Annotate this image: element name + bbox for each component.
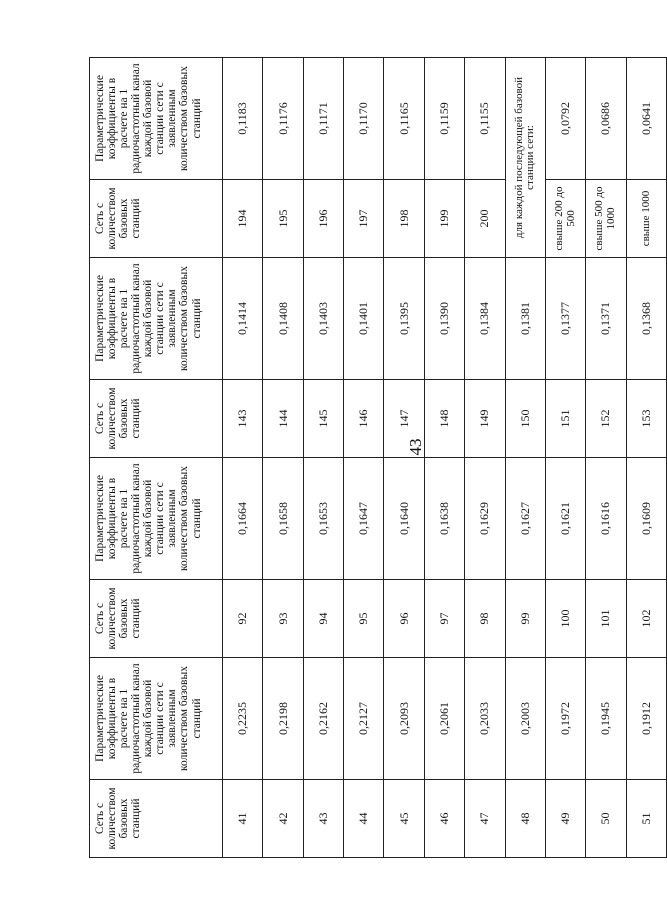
cell-coefficient: 0,2235	[223, 658, 263, 780]
cell-stations: 94	[303, 580, 343, 658]
cell-stations: свыше 1000	[626, 180, 666, 258]
cell-coefficient: 0,1183	[223, 58, 263, 180]
cell-stations: 199	[424, 180, 464, 258]
coefficients-table-container	[89, 58, 667, 858]
cell-coefficient: 0,1945	[586, 658, 626, 780]
cell-coefficient: 0,1629	[465, 458, 505, 580]
table-row	[626, 58, 666, 858]
cell-stations: 200	[465, 180, 505, 258]
table-row	[303, 58, 343, 858]
cell-coefficient: 0,1638	[424, 458, 464, 580]
table-row	[384, 58, 424, 858]
cell-coefficient: 0,0792	[545, 58, 585, 180]
cell-stations: 150	[505, 380, 545, 458]
cell-coefficient: 0,1403	[303, 258, 343, 380]
cell-coefficient: 0,2003	[505, 658, 545, 780]
cell-stations: 195	[263, 180, 303, 258]
cell-stations: 196	[303, 180, 343, 258]
cell-coefficient: 0,1381	[505, 258, 545, 380]
cell-stations: 149	[465, 380, 505, 458]
cell-coefficient: 0,0686	[586, 58, 626, 180]
cell-coefficient: 0,1368	[626, 258, 666, 380]
cell-coefficient: 0,1155	[465, 58, 505, 180]
cell-stations: 43	[303, 780, 343, 858]
cell-coefficient: 0,1616	[586, 458, 626, 580]
cell-coefficient: 0,0641	[626, 58, 666, 180]
cell-stations: 48	[505, 780, 545, 858]
cell-stations: 153	[626, 380, 666, 458]
cell-coefficient: 0,1395	[384, 258, 424, 380]
cell-coefficient: 0,1627	[505, 458, 545, 580]
header-coefficients-3: Параметрические коэффициенты в расчете на 1 радиочастотный канал каждой базовой станции сети с заявленным количеством базовых станций	[90, 258, 223, 380]
cell-stations: 49	[545, 780, 585, 858]
cell-coefficient: 0,1653	[303, 458, 343, 580]
table-row	[545, 58, 585, 858]
table-row	[465, 58, 505, 858]
cell-coefficient: 0,2198	[263, 658, 303, 780]
cell-stations: 50	[586, 780, 626, 858]
cell-coefficient: 0,1176	[263, 58, 303, 180]
header-stations-3: Сеть с количеством базовых станций	[90, 380, 223, 458]
cell-stations: 146	[344, 380, 384, 458]
header-stations-2: Сеть с количеством базовых станций	[90, 580, 223, 658]
cell-coefficient: 0,1912	[626, 658, 666, 780]
cell-coefficient: 0,1159	[424, 58, 464, 180]
cell-stations: 198	[384, 180, 424, 258]
cell-stations: 101	[586, 580, 626, 658]
cell-stations: 148	[424, 380, 464, 458]
coefficients-table	[89, 57, 667, 858]
cell-coefficient: 0,1401	[344, 258, 384, 380]
cell-stations: 51	[626, 780, 666, 858]
cell-coefficient: 0,1658	[263, 458, 303, 580]
cell-stations: 143	[223, 380, 263, 458]
cell-stations: 100	[545, 580, 585, 658]
cell-coefficient: 0,1390	[424, 258, 464, 380]
cell-stations: 197	[344, 180, 384, 258]
cell-coefficient: 0,1414	[223, 258, 263, 380]
cell-coefficient: 0,1377	[545, 258, 585, 380]
cell-coefficient: 0,1170	[344, 58, 384, 180]
cell-stations: 95	[344, 580, 384, 658]
cell-coefficient: 0,2127	[344, 658, 384, 780]
table-row	[223, 58, 263, 858]
cell-stations: 102	[626, 580, 666, 658]
header-coefficients-1: Параметрические коэффициенты в расчете на 1 радиочастотный канал каждой базовой станции сети с заявленным количеством базовых станций	[90, 658, 223, 780]
cell-merged-note: для каждой последующей базовой станции сети:	[505, 58, 545, 258]
cell-stations: 45	[384, 780, 424, 858]
cell-stations: 152	[586, 380, 626, 458]
cell-stations: 96	[384, 580, 424, 658]
cell-stations: 93	[263, 580, 303, 658]
table-header-row	[90, 58, 223, 858]
table-row	[505, 58, 545, 858]
cell-coefficient: 0,1664	[223, 458, 263, 580]
header-stations-1: Сеть с количеством базовых станций	[90, 780, 223, 858]
page-number: 43	[406, 438, 425, 456]
cell-coefficient: 0,1621	[545, 458, 585, 580]
header-coefficients-4: Параметрические коэффициенты в расчете на 1 радиочастотный канал каждой базовой станции сети с заявленным количеством базовых станций	[90, 58, 223, 180]
table-row	[586, 58, 626, 858]
cell-coefficient: 0,1647	[344, 458, 384, 580]
cell-coefficient: 0,1171	[303, 58, 343, 180]
header-coefficients-2: Параметрические коэффициенты в расчете на 1 радиочастотный канал каждой базовой станции сети с заявленным количеством базовых станций	[90, 458, 223, 580]
cell-coefficient: 0,1371	[586, 258, 626, 380]
cell-stations: 98	[465, 580, 505, 658]
cell-stations: 41	[223, 780, 263, 858]
cell-stations: 46	[424, 780, 464, 858]
cell-stations: свыше 500 до 1000	[586, 180, 626, 258]
cell-stations: 151	[545, 380, 585, 458]
cell-coefficient: 0,1408	[263, 258, 303, 380]
cell-stations: 145	[303, 380, 343, 458]
cell-stations: 97	[424, 580, 464, 658]
cell-coefficient: 0,2162	[303, 658, 343, 780]
cell-coefficient: 0,2033	[465, 658, 505, 780]
cell-stations: 42	[263, 780, 303, 858]
cell-coefficient: 0,1972	[545, 658, 585, 780]
table-row	[344, 58, 384, 858]
cell-stations: 92	[223, 580, 263, 658]
cell-stations: свыше 200 до 500	[545, 180, 585, 258]
cell-stations: 147	[384, 380, 424, 458]
cell-coefficient: 0,1640	[384, 458, 424, 580]
cell-coefficient: 0,1609	[626, 458, 666, 580]
header-stations-4: Сеть с количеством базовых станций	[90, 180, 223, 258]
table-row	[263, 58, 303, 858]
cell-stations: 47	[465, 780, 505, 858]
cell-coefficient: 0,1165	[384, 58, 424, 180]
cell-stations: 194	[223, 180, 263, 258]
cell-stations: 144	[263, 380, 303, 458]
cell-stations: 99	[505, 580, 545, 658]
cell-stations: 44	[344, 780, 384, 858]
cell-coefficient: 0,1384	[465, 258, 505, 380]
cell-coefficient: 0,2093	[384, 658, 424, 780]
cell-coefficient: 0,2061	[424, 658, 464, 780]
table-row	[424, 58, 464, 858]
